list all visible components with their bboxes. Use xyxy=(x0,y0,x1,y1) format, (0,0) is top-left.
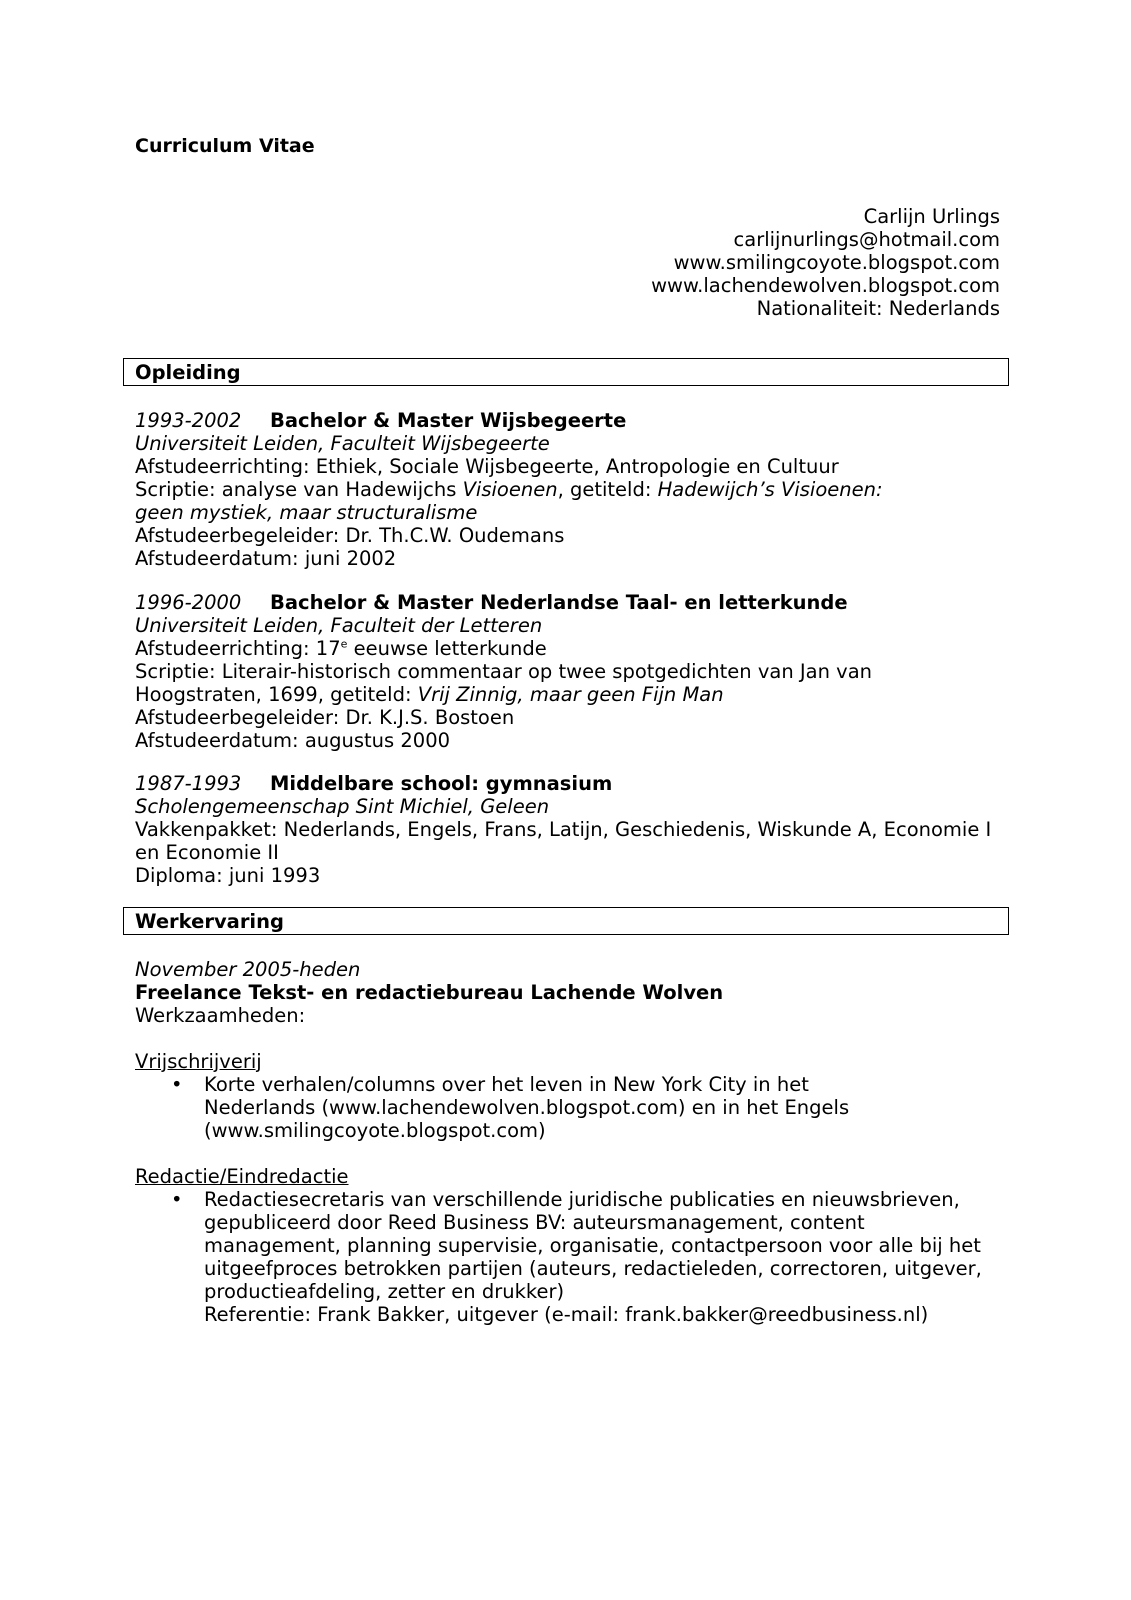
section-heading-education: Opleiding xyxy=(123,358,1009,386)
work-category: Redactie/Eindredactie xyxy=(135,1165,349,1188)
entry-thesis: Scriptie: analyse van Hadewijchs Visioenen, getiteld: Hadewijch’s Visioenen: geen mystiek, maar structuralisme xyxy=(135,478,883,524)
entry-institution: Universiteit Leiden, Faculteit Wijsbegeerte xyxy=(135,432,550,455)
entry-specialization: Afstudeerrichting: 17e eeuwse letterkunde xyxy=(135,637,547,660)
contact-email: carlijnurlings@hotmail.com xyxy=(733,228,1000,251)
contact-website-1: www.smilingcoyote.blogspot.com xyxy=(673,251,1000,274)
entry-diploma: Diploma: juni 1993 xyxy=(135,864,321,887)
work-period: November 2005-heden xyxy=(135,958,361,981)
entry-supervisor: Afstudeerbegeleider: Dr. Th.C.W. Oudemans xyxy=(135,524,565,547)
entry-specialization: Afstudeerrichting: Ethiek, Sociale Wijsbegeerte, Antropologie en Cultuur xyxy=(135,455,839,478)
contact-website-2: www.lachendewolven.blogspot.com xyxy=(651,274,1000,297)
entry-supervisor: Afstudeerbegeleider: Dr. K.J.S. Bostoen xyxy=(135,706,515,729)
education-entry xyxy=(135,409,1015,570)
entry-degree: Middelbare school: gymnasium xyxy=(270,772,613,795)
entry-years: 1993-2002 xyxy=(135,409,242,432)
entry-degree: Bachelor & Master Nederlandse Taal- en letterkunde xyxy=(270,591,848,614)
entry-thesis: Scriptie: Literair-historisch commentaar op twee spotgedichten van Jan van Hoogstraten, 1699, getiteld: Vrij Zinnig, maar geen Fijn Man xyxy=(135,660,873,706)
entry-years: 1987-1993 xyxy=(135,772,242,795)
entry-degree: Bachelor & Master Wijsbegeerte xyxy=(270,409,627,432)
contact-nationality: Nationaliteit: Nederlands xyxy=(756,297,1000,320)
entry-date: Afstudeerdatum: augustus 2000 xyxy=(135,729,451,752)
contact-block xyxy=(651,205,1000,320)
section-heading-work: Werkervaring xyxy=(123,907,1009,935)
work-entry xyxy=(135,958,1015,1326)
entry-date: Afstudeerdatum: juni 2002 xyxy=(135,547,397,570)
work-company: Freelance Tekst- en redactiebureau Lachende Wolven xyxy=(135,981,724,1004)
education-entry xyxy=(135,772,1015,887)
list-item: • Korte verhalen/columns over het leven in New York City in het Nederlands (www.lachendewolven.blogspot.com) en in het Engels (www.smilingcoyote.blogspot.com) xyxy=(171,1073,850,1142)
entry-years: 1996-2000 xyxy=(135,591,242,614)
work-duties-label: Werkzaamheden: xyxy=(135,1004,306,1027)
entry-institution: Universiteit Leiden, Faculteit der Letteren xyxy=(135,614,543,637)
bullet-icon: • xyxy=(171,1188,183,1211)
entry-subjects: Vakkenpakket: Nederlands, Engels, Frans, Latijn, Geschiedenis, Wiskunde A, Economie I en Economie II xyxy=(135,818,992,864)
work-reference: Referentie: Frank Bakker, uitgever (e-mail: frank.bakker@reedbusiness.nl) xyxy=(204,1303,929,1326)
document-title: Curriculum Vitae xyxy=(135,135,315,157)
work-category: Vrijschrijverij xyxy=(135,1050,262,1073)
entry-institution: Scholengemeenschap Sint Michiel, Geleen xyxy=(135,795,550,818)
education-entry xyxy=(135,591,1015,752)
bullet-icon: • xyxy=(171,1073,183,1096)
contact-name: Carlijn Urlings xyxy=(863,205,1000,228)
list-item: • Redactiesecretaris van verschillende juridische publicaties en nieuwsbrieven, gepubliceerd door Reed Business BV: auteursmanagement, content management, planning supervisie, organisatie, contactpersoon voor alle bij het uitgeefproces betrokken partijen (auteurs, redactieleden, correctoren, uitgever, productieafdeling, zetter en drukker) Referentie: Frank Bakker, uitgever (e-mail: frank.bakker@reedbusiness.nl) xyxy=(135,1188,984,1326)
